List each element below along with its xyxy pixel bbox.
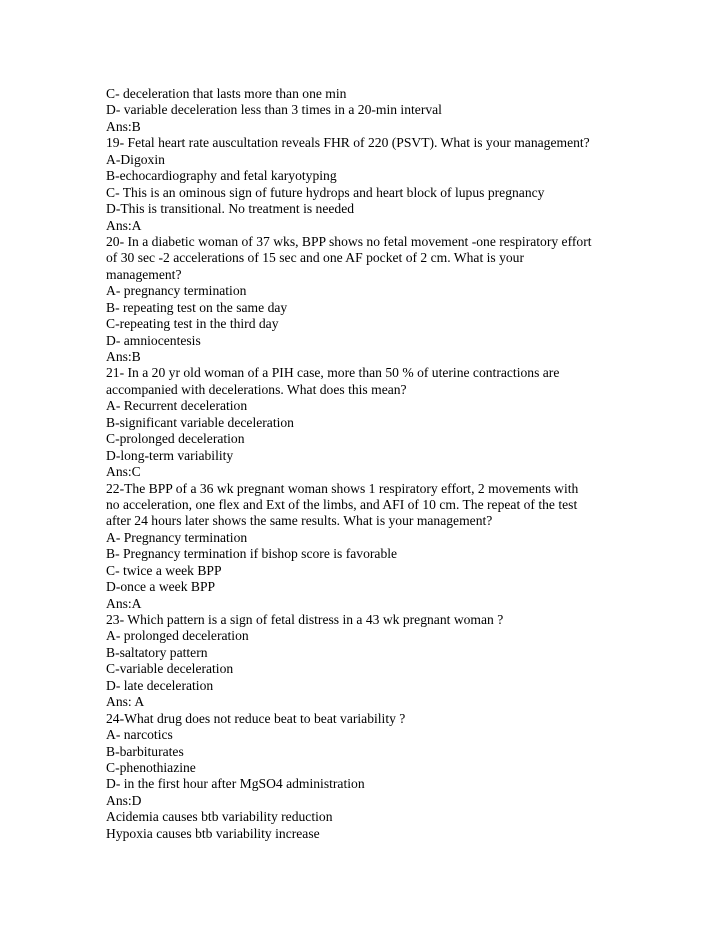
text-line: C-phenothiazine xyxy=(106,759,196,775)
text-line: Ans:D xyxy=(106,792,142,808)
text-line: B- Pregnancy termination if bishop score is favorable xyxy=(106,546,398,562)
text-line: C-prolonged deceleration xyxy=(106,431,245,447)
text-line: B-barbiturates xyxy=(106,743,184,759)
text-line: C- This is an ominous sign of future hydrops and heart block of lupus pregnancy xyxy=(106,184,545,200)
text-line: D-This is transitional. No treatment is needed xyxy=(106,201,355,217)
text-line: C-repeating test in the third day xyxy=(106,316,279,332)
text-line: A- prolonged deceleration xyxy=(106,628,249,644)
text-line: Ans: A xyxy=(106,694,145,710)
text-line: accompanied with decelerations. What does this mean? xyxy=(106,381,407,397)
text-line: Ans:C xyxy=(106,464,141,480)
text-line: 20- In a diabetic woman of 37 wks, BPP shows no fetal movement -one respiratory effort xyxy=(106,233,592,249)
text-line: D- in the first hour after MgSO4 administration xyxy=(106,776,365,792)
text-line: D- late deceleration xyxy=(106,677,214,693)
text-line: B-significant variable deceleration xyxy=(106,414,294,430)
text-line: B-saltatory pattern xyxy=(106,644,208,660)
text-line: C- deceleration that lasts more than one min xyxy=(106,86,347,101)
text-line: A- Pregnancy termination xyxy=(106,529,248,545)
text-line: Ans:A xyxy=(106,217,142,233)
text-line: D-long-term variability xyxy=(106,447,234,463)
text-line: D-once a week BPP xyxy=(106,579,216,595)
text-line: 24-What drug does not reduce beat to beat variability ? xyxy=(106,710,406,726)
text-line: A- pregnancy termination xyxy=(106,283,247,299)
text-line: Ans:B xyxy=(106,349,141,364)
text-line: D- variable deceleration less than 3 times in a 20-min interval xyxy=(106,102,442,118)
text-line: A-Digoxin xyxy=(106,151,165,167)
text-line: 22-The BPP of a 36 wk pregnant woman shows 1 respiratory effort, 2 movements with xyxy=(106,480,579,496)
text-line: of 30 sec -2 accelerations of 15 sec and one AF pocket of 2 cm. What is your xyxy=(106,250,525,266)
text-line: 21- In a 20 yr old woman of a PIH case, more than 50 % of uterine contractions are xyxy=(106,365,560,381)
text-line: no acceleration, one flex and Ext of the limbs, and AFI of 10 cm. The repeat of the test xyxy=(106,496,578,512)
text-line: D- amniocentesis xyxy=(106,332,201,348)
text-line: A- narcotics xyxy=(106,727,173,743)
text-line: Acidemia causes btb variability reduction xyxy=(106,809,333,825)
text-line: Hypoxia causes btb variability increase xyxy=(106,825,320,841)
text-line: after 24 hours later shows the same results. What is your management? xyxy=(106,513,493,529)
text-line: B-echocardiography and fetal karyotyping xyxy=(106,168,337,184)
text-line: management? xyxy=(106,266,182,282)
text-line: C- twice a week BPP xyxy=(106,562,222,578)
text-line: 23- Which pattern is a sign of fetal distress in a 43 wk pregnant woman ? xyxy=(106,612,504,627)
text-line: Ans:B xyxy=(106,118,141,134)
text-line: A- Recurrent deceleration xyxy=(106,398,248,414)
text-line: Ans:A xyxy=(106,595,142,611)
text-line: C-variable deceleration xyxy=(106,661,234,677)
text-line: B- repeating test on the same day xyxy=(106,299,288,315)
document-text xyxy=(106,86,666,842)
text-line: 19- Fetal heart rate auscultation reveals FHR of 220 (PSVT). What is your management? xyxy=(106,135,590,151)
